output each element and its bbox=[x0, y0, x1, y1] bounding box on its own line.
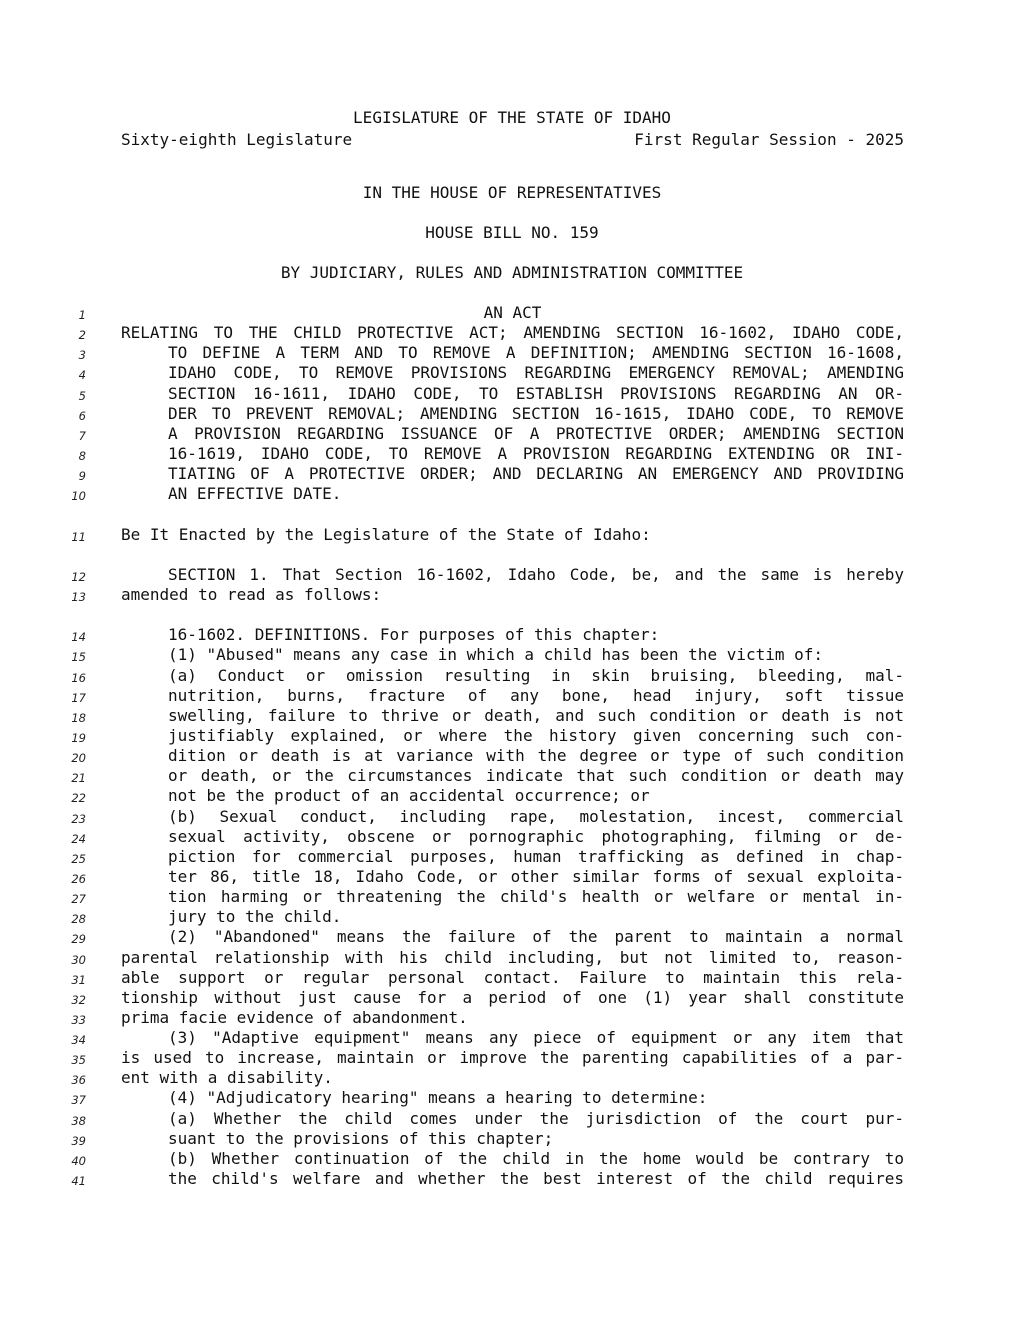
line-text: nutrition, burns, fracture of any bone, head injury, soft tissue bbox=[168, 685, 904, 705]
sponsor-line: BY JUDICIARY, RULES AND ADMINISTRATION COMMITTEE bbox=[280, 263, 744, 282]
line-text: DER TO PREVENT REMOVAL; AMENDING SECTION 16-1615, IDAHO CODE, TO REMOVE bbox=[168, 403, 904, 423]
line-number: 20 bbox=[71, 751, 86, 766]
section-heading: 16-1602. DEFINITIONS. For purposes of this chapter: bbox=[168, 625, 660, 645]
line-number: 40 bbox=[71, 1153, 86, 1168]
chamber-heading: IN THE HOUSE OF REPRESENTATIVES bbox=[362, 183, 662, 202]
numbered-line bbox=[0, 766, 1024, 786]
numbered-line bbox=[0, 1109, 1024, 1129]
numbered-line bbox=[0, 384, 1024, 404]
line-text: SECTION 16-1611, IDAHO CODE, TO ESTABLISH PROVISIONS REGARDING AN OR- bbox=[168, 383, 904, 403]
numbered-line bbox=[0, 807, 1024, 827]
line-text: (a) Whether the child comes under the jurisdiction of the court pur- bbox=[168, 1108, 904, 1128]
line-text: jury to the child. bbox=[168, 907, 342, 927]
line-text: (1) "Abused" means any case in which a child has been the victim of: bbox=[168, 645, 824, 665]
numbered-line bbox=[0, 363, 1024, 383]
numbered-line bbox=[0, 666, 1024, 686]
numbered-line bbox=[0, 706, 1024, 726]
line-text: the child's welfare and whether the best interest of the child requires bbox=[168, 1169, 904, 1189]
line-text: prima facie evidence of abandonment. bbox=[121, 1007, 468, 1027]
line-text: (2) "Abandoned" means the failure of the parent to maintain a normal bbox=[168, 927, 904, 947]
line-text: tionship without just cause for a period of one (1) year shall constitute bbox=[121, 987, 904, 1007]
line-number: 26 bbox=[71, 871, 86, 886]
numbered-line bbox=[0, 867, 1024, 887]
line-text: TIATING OF A PROTECTIVE ORDER; AND DECLARING AN EMERGENCY AND PROVIDING bbox=[168, 464, 904, 484]
numbered-line bbox=[0, 827, 1024, 847]
line-number: 6 bbox=[78, 408, 86, 423]
line-text: (4) "Adjudicatory hearing" means a hearing to determine: bbox=[168, 1088, 708, 1108]
line-number: 18 bbox=[71, 710, 86, 725]
numbered-line bbox=[0, 968, 1024, 988]
numbered-line bbox=[0, 948, 1024, 968]
line-number: 39 bbox=[71, 1133, 86, 1148]
line-text: ter 86, title 18, Idaho Code, or other similar forms of sexual exploita- bbox=[168, 866, 904, 886]
line-text: (b) Whether continuation of the child in the home would be contrary to bbox=[168, 1148, 904, 1168]
numbered-line bbox=[0, 1028, 1024, 1048]
legislature-title: LEGISLATURE OF THE STATE OF IDAHO bbox=[353, 108, 671, 127]
line-number: 34 bbox=[71, 1033, 86, 1048]
numbered-line bbox=[0, 404, 1024, 424]
line-number: 19 bbox=[71, 730, 86, 745]
line-number: 10 bbox=[71, 489, 86, 504]
act-heading: AN ACT bbox=[483, 303, 542, 322]
session-left: Sixty-eighth Legislature bbox=[121, 130, 353, 149]
line-text: tion harming or threatening the child's health or welfare or mental in- bbox=[168, 887, 904, 907]
numbered-line bbox=[0, 323, 1024, 343]
numbered-line bbox=[0, 1068, 1024, 1088]
line-number: 17 bbox=[71, 690, 86, 705]
line-text: (b) Sexual conduct, including rape, molestation, incest, commercial bbox=[168, 806, 904, 826]
line-number: 9 bbox=[78, 469, 86, 484]
line-text: amended to read as follows: bbox=[121, 584, 382, 604]
line-text: able support or regular personal contact. Failure to maintain this rela- bbox=[121, 967, 904, 987]
numbered-line bbox=[0, 847, 1024, 867]
line-text: not be the product of an accidental occurrence; or bbox=[168, 786, 650, 806]
line-text: justifiably explained, or where the history given concerning such con- bbox=[168, 725, 904, 745]
numbered-line bbox=[0, 424, 1024, 444]
line-number: 8 bbox=[78, 448, 86, 463]
numbered-line bbox=[0, 343, 1024, 363]
numbered-line bbox=[0, 645, 1024, 665]
numbered-line bbox=[0, 686, 1024, 706]
line-number: 29 bbox=[71, 932, 86, 947]
numbered-line bbox=[0, 726, 1024, 746]
line-text: RELATING TO THE CHILD PROTECTIVE ACT; AMENDING SECTION 16-1602, IDAHO CODE, bbox=[121, 323, 904, 343]
line-number: 28 bbox=[71, 912, 86, 927]
numbered-line bbox=[0, 444, 1024, 464]
line-text: or death, or the circumstances indicate that such condition or death may bbox=[168, 766, 904, 786]
numbered-line bbox=[0, 1129, 1024, 1149]
line-number: 5 bbox=[78, 388, 86, 403]
numbered-line bbox=[0, 1048, 1024, 1068]
numbered-line bbox=[0, 585, 1024, 605]
line-text: is used to increase, maintain or improve the parenting capabilities of a par- bbox=[121, 1048, 904, 1068]
line-text: swelling, failure to thrive or death, and such condition or death is not bbox=[168, 705, 904, 725]
line-number: 35 bbox=[71, 1053, 86, 1068]
line-number: 4 bbox=[78, 368, 86, 383]
numbered-line bbox=[0, 988, 1024, 1008]
line-text: A PROVISION REGARDING ISSUANCE OF A PROTECTIVE ORDER; AMENDING SECTION bbox=[168, 423, 904, 443]
line-text: 16-1619, IDAHO CODE, TO REMOVE A PROVISION REGARDING EXTENDING OR INI- bbox=[168, 443, 904, 463]
line-text: IDAHO CODE, TO REMOVE PROVISIONS REGARDING EMERGENCY REMOVAL; AMENDING bbox=[168, 363, 904, 383]
numbered-line bbox=[0, 1149, 1024, 1169]
line-number: 27 bbox=[71, 892, 86, 907]
line-number: 31 bbox=[71, 972, 86, 987]
line-number: 24 bbox=[71, 831, 86, 846]
enacting-clause: Be It Enacted by the Legislature of the State of Idaho: bbox=[121, 524, 651, 544]
line-number: 15 bbox=[71, 650, 86, 665]
line-number: 14 bbox=[71, 630, 86, 645]
line-text: (a) Conduct or omission resulting in skin bruising, bleeding, mal- bbox=[168, 665, 904, 685]
line-number: 25 bbox=[71, 851, 86, 866]
line-number: 2 bbox=[78, 328, 86, 343]
numbered-line bbox=[0, 525, 1024, 545]
line-number: 38 bbox=[71, 1113, 86, 1128]
numbered-line bbox=[0, 1169, 1024, 1189]
line-number: 32 bbox=[71, 992, 86, 1007]
line-number: 11 bbox=[71, 529, 86, 544]
line-text: (3) "Adaptive equipment" means any piece of equipment or any item that bbox=[168, 1028, 904, 1048]
line-text: ent with a disability. bbox=[121, 1068, 333, 1088]
line-number: 33 bbox=[71, 1012, 86, 1027]
numbered-line bbox=[0, 786, 1024, 806]
line-number: 41 bbox=[71, 1174, 86, 1189]
numbered-line bbox=[0, 1088, 1024, 1108]
line-text: suant to the provisions of this chapter; bbox=[168, 1128, 554, 1148]
line-number: 22 bbox=[71, 791, 86, 806]
bill-body bbox=[0, 303, 1024, 1189]
line-number: 30 bbox=[71, 952, 86, 967]
line-number: 23 bbox=[71, 811, 86, 826]
line-number: 3 bbox=[78, 348, 86, 363]
line-text: dition or death is at variance with the degree or type of such condition bbox=[168, 746, 904, 766]
line-number: 12 bbox=[71, 569, 86, 584]
line-text: parental relationship with his child including, but not limited to, reason- bbox=[121, 947, 904, 967]
numbered-line bbox=[0, 464, 1024, 484]
numbered-line bbox=[0, 907, 1024, 927]
numbered-line bbox=[0, 927, 1024, 947]
numbered-line bbox=[0, 746, 1024, 766]
numbered-line bbox=[0, 1008, 1024, 1028]
line-number: 16 bbox=[71, 670, 86, 685]
line-text: piction for commercial purposes, human trafficking as defined in chap- bbox=[168, 846, 904, 866]
line-number: 37 bbox=[71, 1093, 86, 1108]
numbered-line bbox=[0, 484, 1024, 504]
line-text: TO DEFINE A TERM AND TO REMOVE A DEFINITION; AMENDING SECTION 16-1608, bbox=[168, 343, 904, 363]
session-right: First Regular Session - 2025 bbox=[634, 130, 904, 149]
line-number: 13 bbox=[71, 589, 86, 604]
numbered-line bbox=[0, 303, 1024, 323]
line-text: SECTION 1. That Section 16-1602, Idaho Code, be, and the same is hereby bbox=[168, 564, 904, 584]
line-text: sexual activity, obscene or pornographic photographing, filming or de- bbox=[168, 826, 904, 846]
numbered-line bbox=[0, 625, 1024, 645]
line-number: 7 bbox=[78, 428, 86, 443]
line-text: AN EFFECTIVE DATE. bbox=[168, 484, 342, 504]
line-number: 36 bbox=[71, 1073, 86, 1088]
numbered-line bbox=[0, 887, 1024, 907]
line-number: 21 bbox=[71, 771, 86, 786]
numbered-line bbox=[0, 565, 1024, 585]
bill-number: HOUSE BILL NO. 159 bbox=[425, 223, 599, 242]
line-number: 1 bbox=[78, 308, 86, 322]
